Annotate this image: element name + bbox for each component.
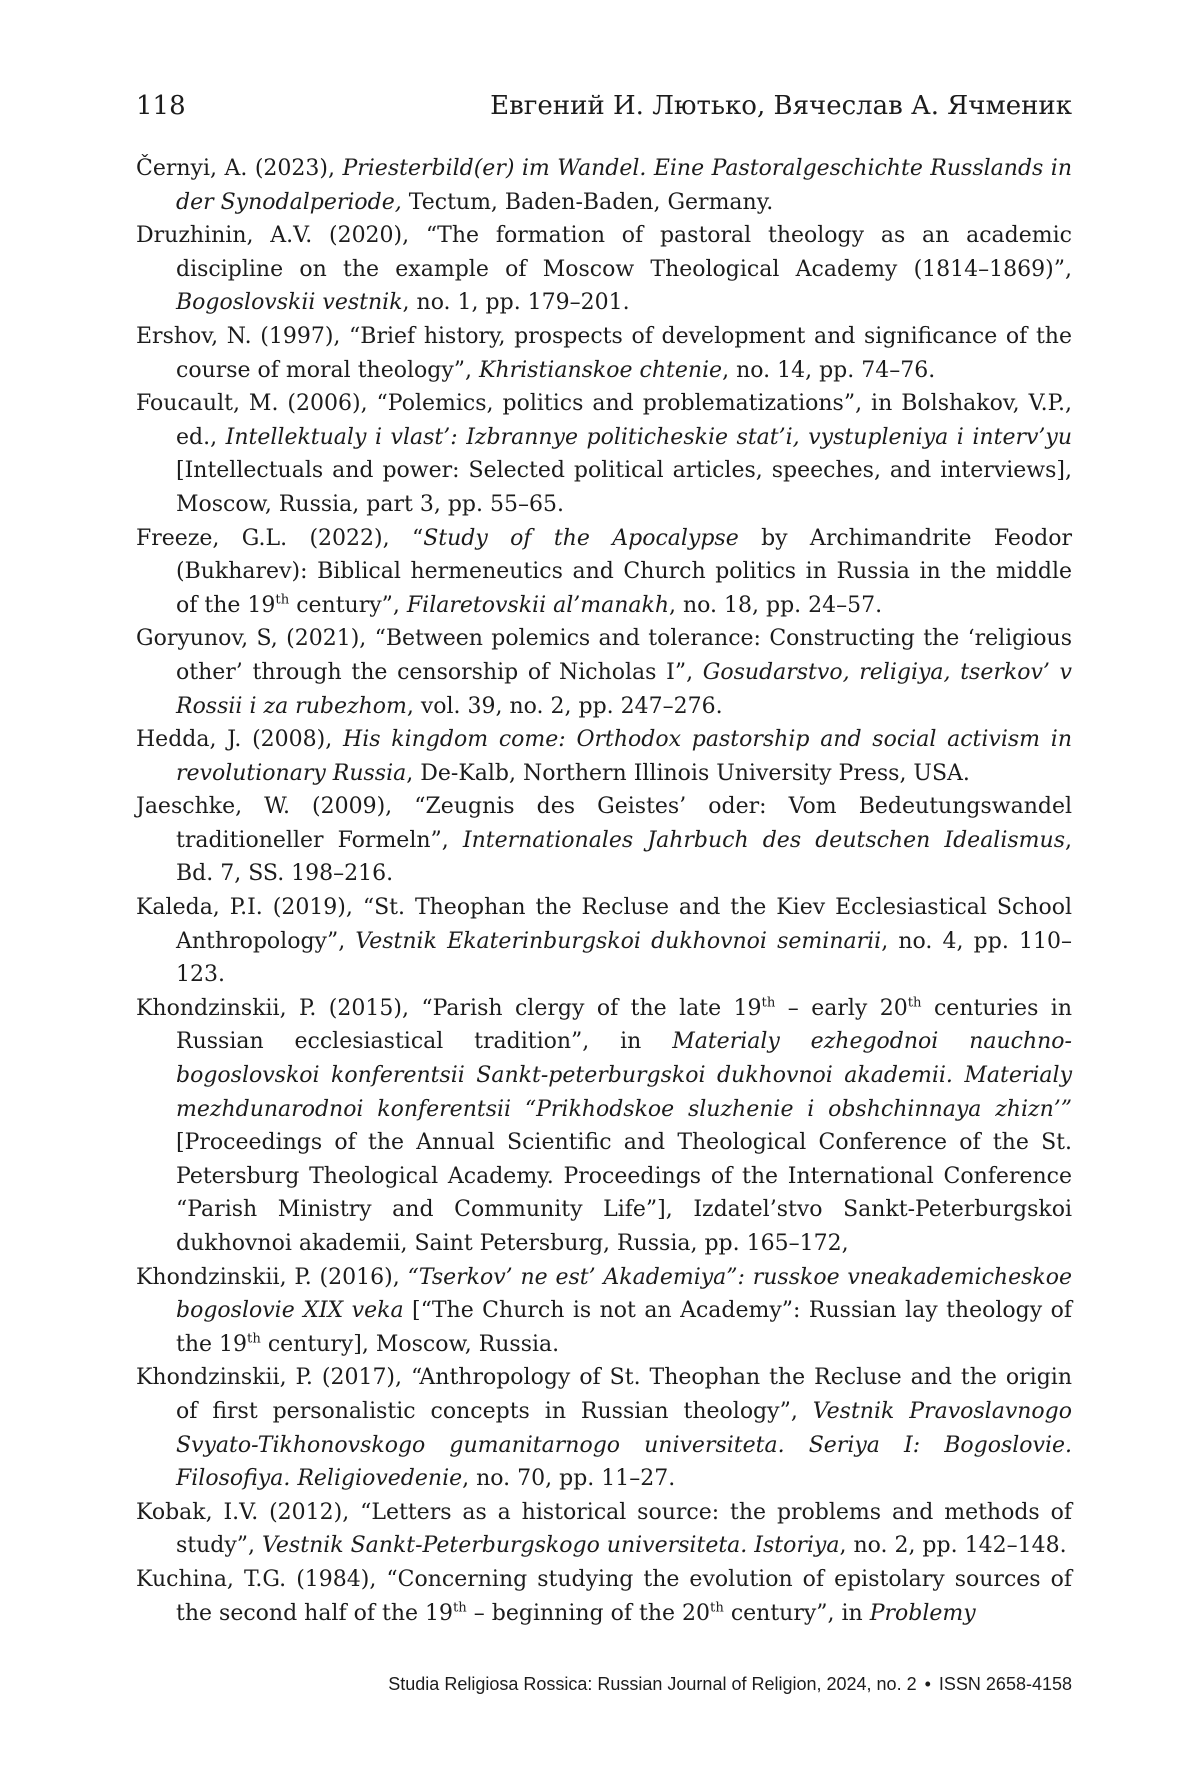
superscript: th — [907, 995, 922, 1011]
reference-entry — [136, 723, 1072, 790]
reference-entry — [136, 1563, 1072, 1630]
reference-text: , no. 2, pp. 142–148. — [839, 1533, 1067, 1559]
reference-text: Kobak, I.V. (2012), “Letters as a historical source: the problems and methods of study”, — [136, 1499, 1072, 1559]
footer-journal: Studia Religiosa Rossica: Russian Journal of Religion, 2024, no. 2 — [388, 1674, 917, 1694]
reference-text: century”, in — [723, 1600, 870, 1626]
footer-separator: • — [924, 1674, 931, 1694]
reference-text: Černyi, A. (2023), — [136, 156, 343, 181]
reference-title-italic: Filaretovskii al’manakh — [406, 592, 670, 618]
reference-text: , no. 18, pp. 24–57. — [669, 592, 883, 618]
reference-text: centuries in Russian ecclesiastical tradition”, in — [176, 995, 1072, 1055]
reference-entry — [136, 992, 1072, 1261]
reference-entry — [136, 152, 1072, 219]
reference-title-italic: Vestnik Pravoslavnogo Svyato-Tikhonovskogo gumanitarnogo universiteta. Seriya I: Bogoslovie. Filosofiya. Religiovedenie — [176, 1398, 1072, 1492]
reference-text: , no. 1, pp. 179–201. — [402, 290, 630, 316]
footer-issn: ISSN 2658-4158 — [938, 1674, 1072, 1694]
reference-entry — [136, 522, 1072, 623]
reference-text: , Bd. 7, SS. 198–216. — [176, 827, 1072, 887]
superscript: th — [247, 1331, 261, 1347]
reference-title-italic: Khristianskoe chtenie — [479, 357, 723, 383]
reference-title-italic: His kingdom come: Orthodox pastorship and social activism in revolutionary Russia — [176, 727, 1073, 786]
reference-title-italic: Vestnik Ekaterinburgskoi dukhovnoi seminarii — [355, 928, 882, 954]
reference-list — [136, 152, 1072, 1630]
reference-text: by Archimandrite Feodor (Bukharev): Biblical hermeneutics and Church politics in Russia in the middle of the 19 — [176, 525, 1073, 618]
reference-title-italic: Gosudarstvo, religiya, tserkov’ v Rossii i za rubezhom — [176, 659, 1072, 719]
reference-text: [Intellectuals and power: Selected political articles, speeches, and interviews], Moscow, Russia, part 3, pp. 55–65. — [176, 458, 1072, 517]
reference-text: Kuchina, T.G. (1984), “Concerning studying the evolution of epistolary sources of the second half of the 19 — [136, 1566, 1072, 1626]
reference-text: Jaeschke, W. (2009), “Zeugnis des Geistes’ oder: Vom Bedeutungswandel traditioneller Formeln”, — [136, 794, 1072, 853]
reference-text: Khondzinskii, P. (2015), “Parish clergy of the late 19 — [136, 995, 762, 1021]
page-header — [136, 86, 1072, 126]
reference-title-italic: Materialy ezhegodnoi nauchno-bogoslovskoi konferentsii Sankt-peterburgskoi dukhovnoi akademii. Materialy mezhdunarodnoi konferentsii “Prikhodskoe sluzhenie i obshchinnaya zhizn’” — [176, 1029, 1072, 1122]
reference-text: Khondzinskii, P. (2017), “Anthropology of St. Theophan the Recluse and the origin of first personalistic concepts in Russian theology”, — [136, 1365, 1072, 1424]
reference-text: Khondzinskii, P. (2016), — [136, 1264, 408, 1290]
reference-text: [Proceedings of the Annual Scientific and Theological Conference of the St. Petersburg Theological Academy. Proceedings of the International Conference “Parish Ministry and Community Life”], Izdatel’stvo Sankt-Peterburgskoi dukhovnoi akademii, Saint Petersburg, Russia, pp. 165–172, — [176, 1130, 1072, 1256]
reference-text: Goryunov, S, (2021), “Between polemics and tolerance: Constructing the ‘religious other’ through the censorship of Nicholas I”, — [136, 626, 1072, 685]
running-head-authors: Евгений И. Лютько, Вячеслав А. Ячменик — [490, 91, 1072, 121]
reference-title-italic: “Tserkov’ ne est’ Akademiya”: russkoe vneakademicheskoe bogoslovie XIX veka — [176, 1264, 1072, 1324]
reference-text: , vol. 39, no. 2, pp. 247–276. — [406, 693, 723, 719]
reference-text: century”, — [289, 592, 407, 618]
reference-entry — [136, 790, 1072, 891]
superscript: th — [761, 995, 776, 1011]
reference-title-italic: Study of the Apocalypse — [423, 525, 739, 551]
reference-text: Freeze, G.L. (2022), “ — [136, 525, 424, 551]
reference-text: – beginning of the 20 — [466, 1600, 711, 1626]
reference-title-italic: Intellektualy i vlast’: Izbrannye politicheskie stat’i, vystupleniya i interv’yu — [225, 424, 1073, 450]
reference-entry — [136, 219, 1072, 320]
reference-text: , De-Kalb, Northern Illinois University Press, USA. — [406, 760, 970, 786]
reference-text: Foucault, M. (2006), “Polemics, politics and problematizations”, in Bolshakov, V.P., ed., — [136, 391, 1072, 450]
reference-entry — [136, 1261, 1072, 1362]
reference-text: Ershov, N. (1997), “Brief history, prospects of development and significance of the course of moral theology”, — [136, 323, 1072, 383]
page-footer — [388, 1672, 1072, 1696]
reference-entry — [136, 891, 1072, 992]
superscript: th — [710, 1600, 724, 1616]
reference-text: , no. 14, pp. 74–76. — [722, 357, 936, 383]
reference-entry — [136, 387, 1072, 521]
reference-entry — [136, 320, 1072, 387]
reference-title-italic: Priesterbild(er) im Wandel. Eine Pastoralgeschichte Russlands in der Synodalperiode, — [176, 156, 1072, 215]
reference-text: , no. 70, pp. 11–27. — [462, 1466, 676, 1492]
reference-title-italic: Bogoslovskii vestnik — [176, 290, 403, 316]
superscript: th — [453, 1600, 467, 1616]
reference-entry — [136, 1496, 1072, 1563]
reference-text: Tectum, Baden-Baden, Germany. — [401, 189, 774, 215]
page-number: 118 — [136, 91, 186, 121]
reference-text: Druzhinin, A.V. (2020), “The formation of pastoral theology as an academic discipline on the example of Moscow Theological Academy (1814–1869)”, — [136, 223, 1072, 282]
reference-text: [“The Church is not an Academy”: Russian lay theology of the 19 — [176, 1298, 1073, 1357]
reference-text: century], Moscow, Russia. — [260, 1331, 560, 1357]
reference-title-italic: Problemy — [869, 1600, 976, 1626]
reference-text: – early 20 — [775, 995, 908, 1021]
superscript: th — [275, 592, 290, 608]
reference-entry — [136, 622, 1072, 723]
reference-text: Kaleda, P.I. (2019), “St. Theophan the Recluse and the Kiev Ecclesiastical School Anthropology”, — [136, 895, 1072, 954]
reference-entry — [136, 1361, 1072, 1495]
reference-title-italic: Internationales Jahrbuch des deutschen Idealismus — [462, 827, 1065, 853]
reference-text: Hedda, J. (2008), — [136, 727, 344, 753]
reference-title-italic: Vestnik Sankt-Peterburgskogo universiteta. Istoriya — [262, 1533, 840, 1559]
reference-text: , no. 4, pp. 110–123. — [176, 928, 1072, 988]
